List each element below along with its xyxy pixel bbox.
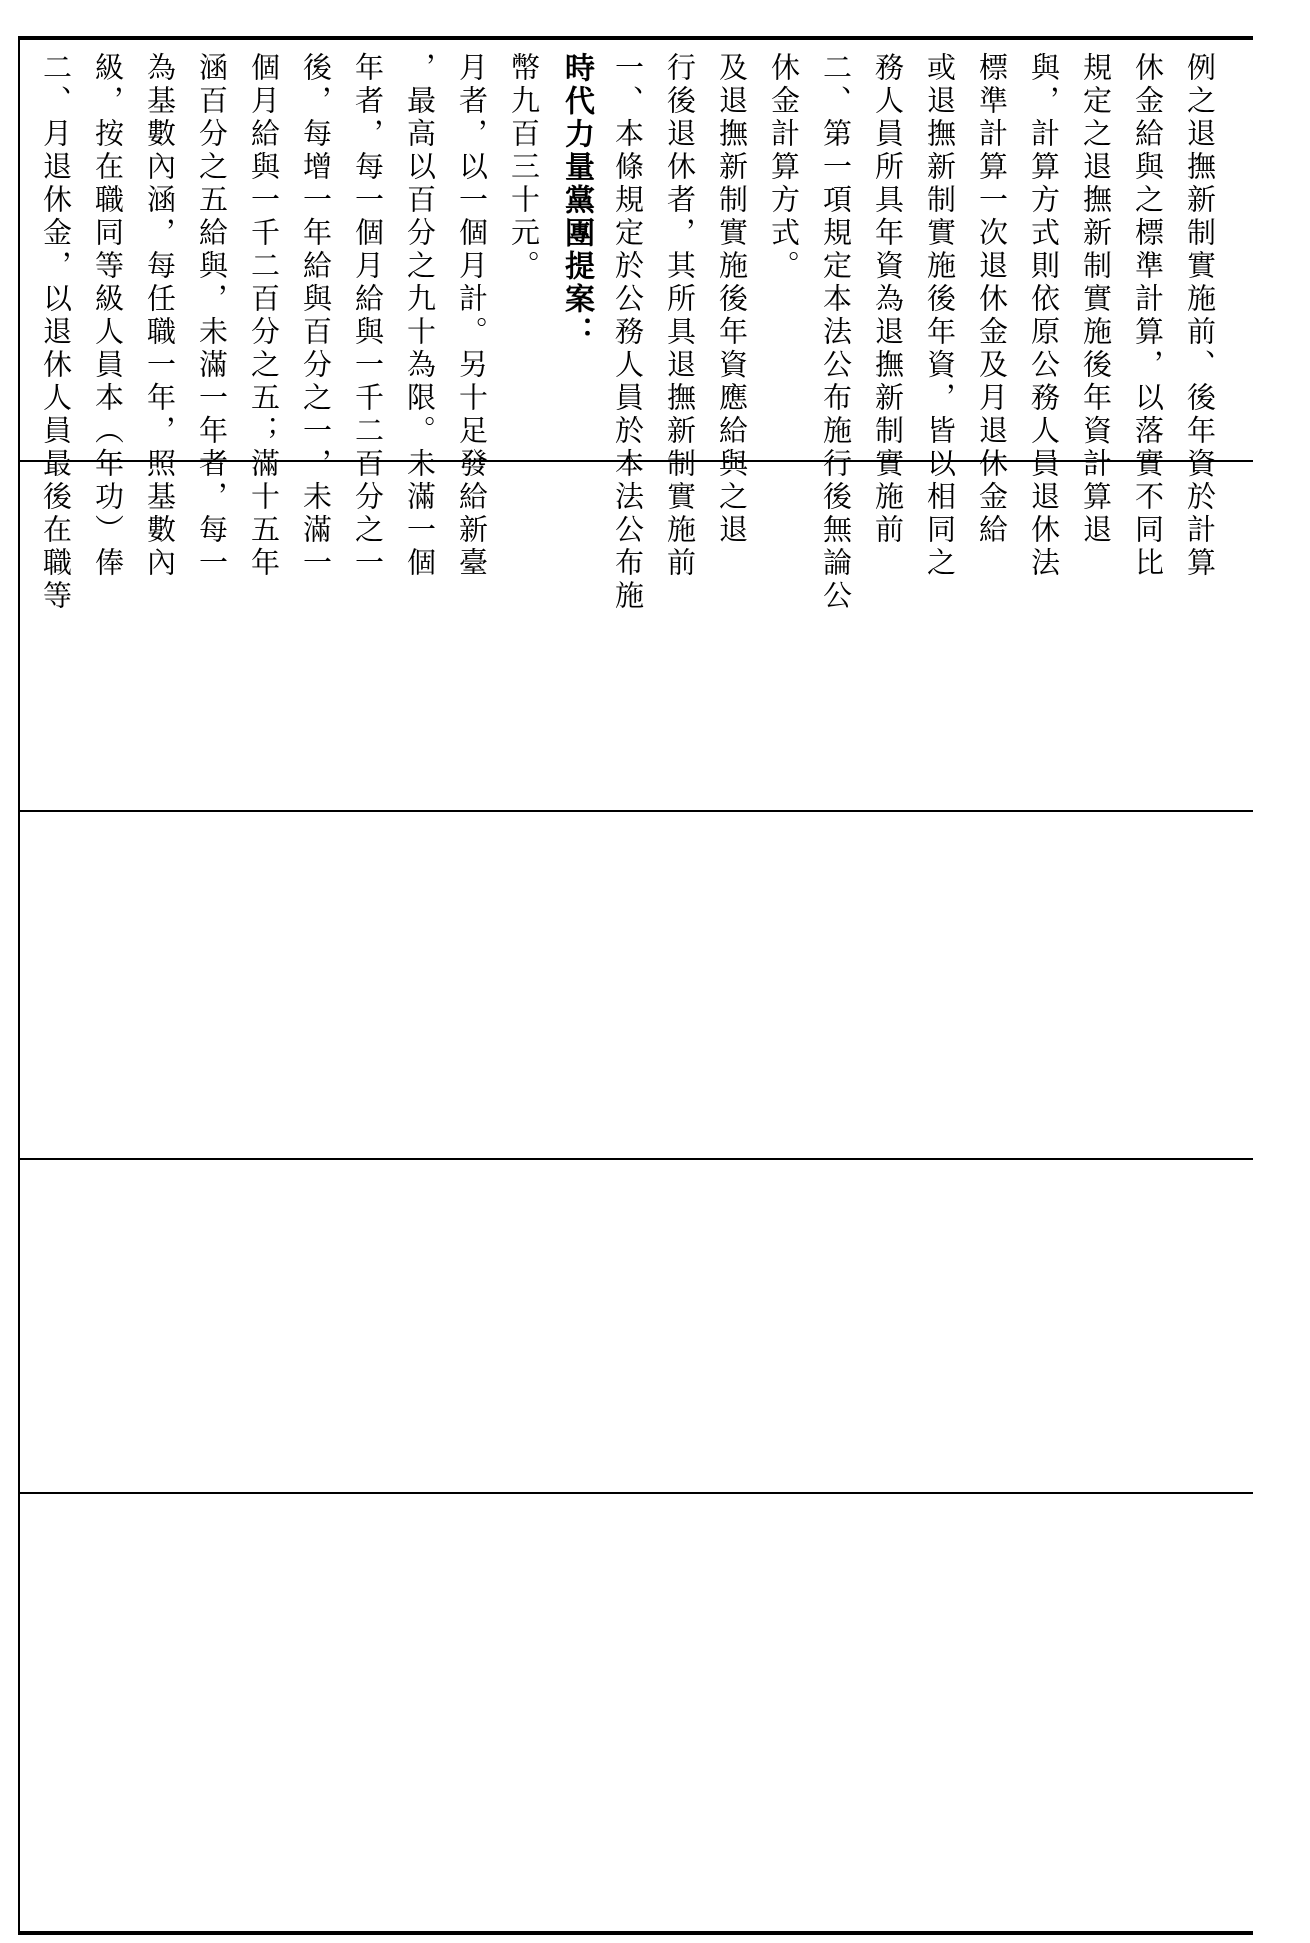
text-line: 一、本條規定於公務人員於本法公布施	[611, 52, 645, 613]
text-line: 務人員所具年資為退撫新制實施前	[871, 52, 905, 547]
text-line: 個月給與一千二百分之五；滿十五年	[247, 52, 281, 580]
document-table	[18, 36, 1253, 1935]
text-line: 後，每增一年給與百分之一，未滿一	[299, 52, 333, 580]
text-line: 為基數內涵，每任職一年，照基數內	[143, 52, 177, 580]
text-line: 規定之退撫新制實施後年資計算退	[1079, 52, 1113, 547]
text-line: 與，計算方式則依原公務人員退休法	[1027, 52, 1061, 580]
table-row-5	[20, 1494, 1253, 1931]
table-row-2	[20, 462, 1253, 810]
text-line: 標準計算一次退休金及月退休金給	[975, 52, 1009, 547]
text-line: 休金計算方式。	[767, 52, 801, 283]
text-line: 例之退撫新制實施前、後年資於計算	[1183, 52, 1217, 580]
text-line: 休金給與之標準計算，以落實不同比	[1131, 52, 1165, 580]
text-line: 月者，以一個月計。另十足發給新臺	[455, 52, 489, 580]
table-row-3	[20, 812, 1253, 1158]
table-row-1	[20, 40, 1253, 613]
text-line: ，最高以百分之九十為限。未滿一個	[403, 52, 437, 580]
text-line: 涵百分之五給與，未滿一年者，每一	[195, 52, 229, 580]
text-line: 及退撫新制實施後年資應給與之退	[715, 52, 749, 547]
text-line: 二、月退休金，以退休人員最後在職等	[39, 52, 73, 613]
text-line: 或退撫新制實施後年資，皆以相同之	[923, 52, 957, 580]
text-line: 級，按在職同等級人員本（年功）俸	[91, 52, 125, 580]
text-cell	[20, 40, 1253, 613]
text-line: 行後退休者，其所具退撫新制實施前	[663, 52, 697, 580]
table-row-4	[20, 1160, 1253, 1492]
text-line: 年者，每一個月給與一千二百分之一	[351, 52, 385, 580]
text-line: 二、第一項規定本法公布施行後無論公	[819, 52, 853, 613]
section-heading: 時代力量黨團提案：	[559, 52, 594, 349]
text-line: 幣九百三十元。	[507, 52, 541, 283]
